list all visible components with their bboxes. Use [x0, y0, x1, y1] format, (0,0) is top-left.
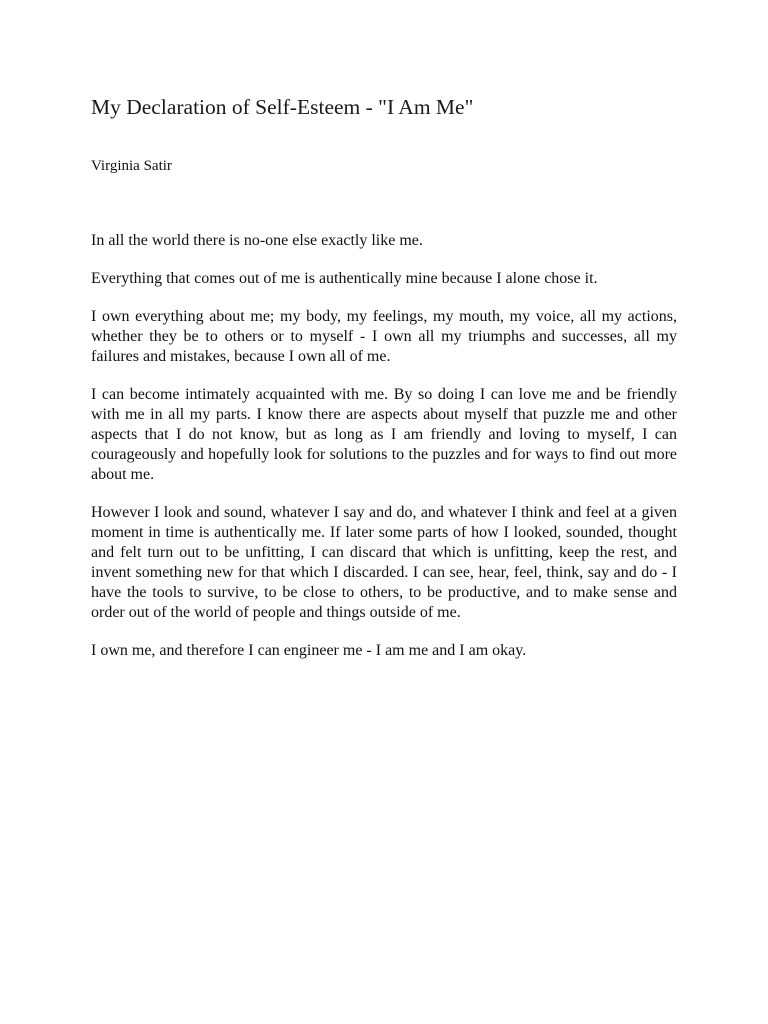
paragraph: However I look and sound, whatever I say and do, and whatever I think and feel at a given moment in time is authentically me. If later some parts of how I looked, sounded, thought and felt turn out to be unfitting, I can discard that which is unfitting, keep the rest, and invent something new for that which I discarded. I can see, hear, feel, think, say and do - I have the tools to survive, to be close to others, to be productive, and to make sense and order out of the world of people and things outside of me. [91, 504, 677, 621]
document-body [91, 231, 677, 661]
paragraph: I own me, and therefore I can engineer me - I am me and I am okay. [91, 642, 527, 659]
paragraph: In all the world there is no-one else exactly like me. [91, 232, 423, 249]
paragraph: I own everything about me; my body, my feelings, my mouth, my voice, all my actions, whether they be to others or to myself - I own all my triumphs and successes, all my failures and mistakes, because I own all of me. [91, 308, 677, 365]
document-content [91, 93, 677, 679]
paragraph: I can become intimately acquainted with me. By so doing I can love me and be friendly with me in all my parts. I know there are aspects about myself that puzzle me and other aspects that I do not know, but as long as I am friendly and loving to myself, I can courageously and hopefully look for solutions to the puzzles and for ways to find out more about me. [91, 386, 677, 483]
document-title: My Declaration of Self-Esteem - "I Am Me" [91, 95, 474, 119]
paragraph: Everything that comes out of me is authentically mine because I alone chose it. [91, 270, 598, 287]
author-name: Virginia Satir [91, 158, 172, 174]
